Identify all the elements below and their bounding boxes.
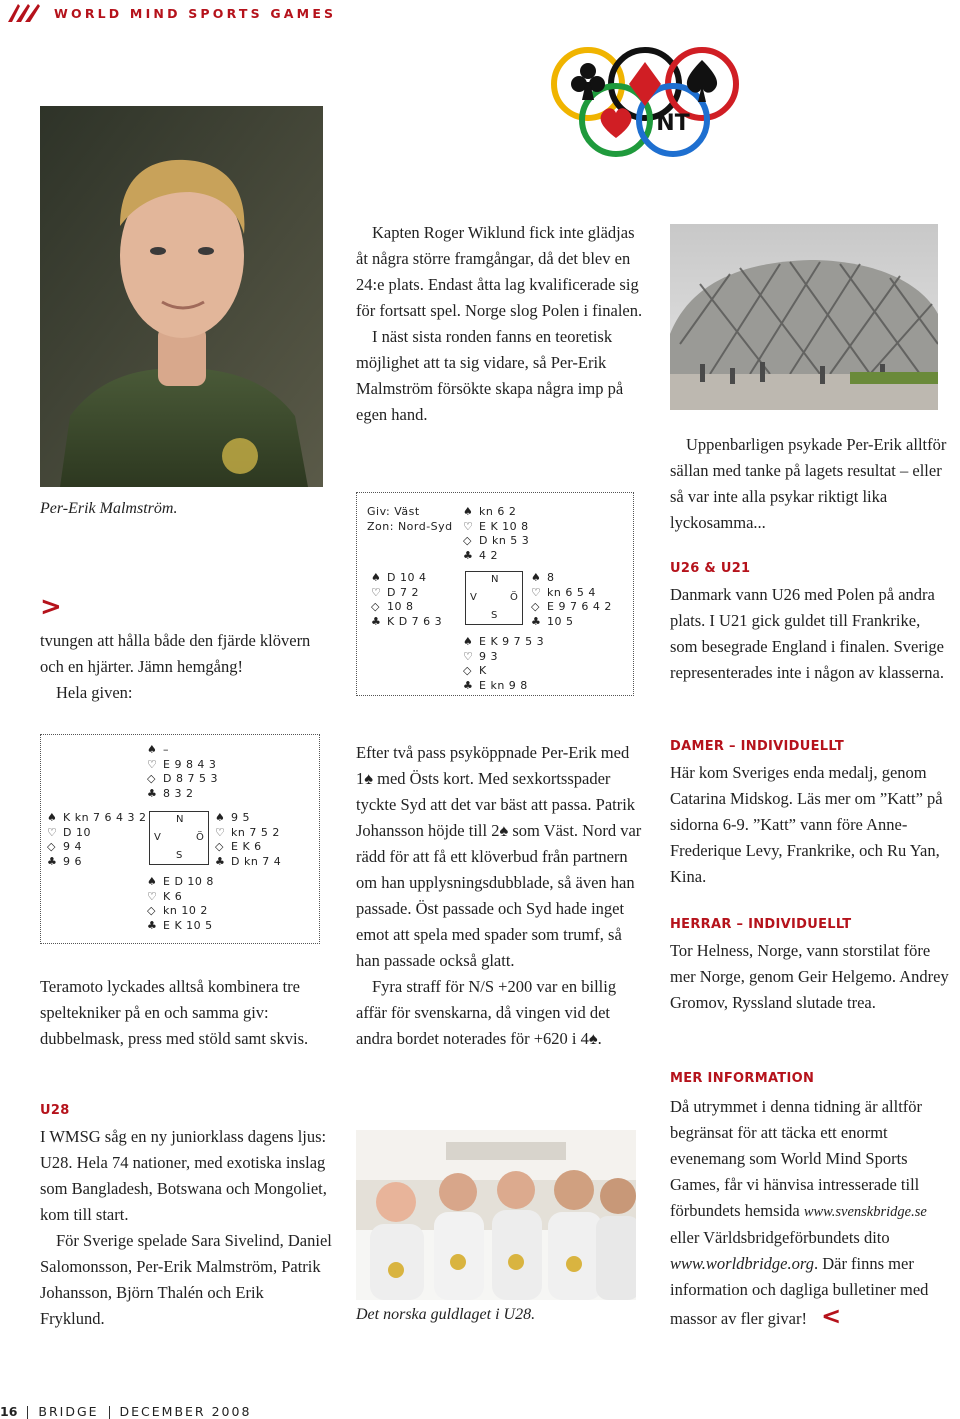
- deal1-north: ♠ – ♡ E 9 8 4 3 ◇ D 8 7 5 3 ♣ 8 3 2: [147, 743, 218, 800]
- left-p2: Hela given:: [56, 683, 133, 702]
- right-body-2: [670, 582, 950, 686]
- club-icon: ♣: [463, 548, 474, 562]
- heart-icon: ♡: [215, 825, 226, 839]
- deal2-vuln: Zon: Nord-Syd: [367, 519, 453, 533]
- diamond-icon: ◇: [531, 600, 540, 613]
- spade-icon: ♠: [364, 769, 374, 788]
- diamond-icon: ◇: [371, 600, 380, 613]
- heart-icon: ♡: [371, 585, 382, 599]
- u26-heading: U26 & U21: [670, 561, 751, 576]
- right-body-4: [670, 938, 950, 1016]
- right-p3: Här kom Sveriges enda medalj, genom Catarina Midskog. Läs mer om ”Katt” på sidorna 6-9. ”Katt” vann före Anne-Frederique Levy, Frankrike, och Ru Yan, Kina.: [670, 763, 943, 886]
- deal-diagram-1: [40, 734, 320, 944]
- left-intro: [40, 628, 330, 706]
- rings-logo: [548, 38, 744, 162]
- footer-divider: [27, 1406, 28, 1419]
- heart-icon: ♡: [47, 825, 58, 839]
- deal-diagram-2: [356, 492, 634, 696]
- club-icon: ♣: [215, 854, 226, 868]
- deal1-west: ♠ K kn 7 6 4 3 2 ♡ D 10 ◇ 9 4 ♣ 9 6: [47, 811, 147, 868]
- club-icon: ♣: [463, 678, 474, 692]
- middle-p4: Fyra straff för N/S +200 var en billig affär för svenskarna, då vingen vid det andra bordet noterades för +620 i 4♠.: [356, 977, 617, 1048]
- team-photo: [356, 1130, 636, 1300]
- spade-icon: [687, 60, 717, 102]
- spade-icon: ♠: [371, 571, 382, 584]
- middle-p3: Efter två pass psyköppnade Per-Erik med 1♠ med Östs kort. Med sexkortsspader tyckte Syd att det var bäst att passa. Patrik Johansson höjde till 2♠ som Väst. Nord var rädd för att få ett klöverbud från partnern om han upplysningsdubblade, så även han passade. Öst passade och Syd hade inget emot att spela med spader som trumf, så han passade också glatt.: [356, 743, 642, 970]
- u28-heading: U28: [40, 1103, 70, 1118]
- deal1-compass: N S V Ö: [149, 811, 209, 865]
- deal2-east: ♠ 8 ♡ kn 6 5 4 ◇ E 9 7 6 4 2 ♣ 10 5: [531, 571, 612, 628]
- nt-label: NT: [656, 111, 690, 136]
- right-body-5: [670, 1094, 960, 1332]
- deal1-south: ♠ E D 10 8 ♡ K 6 ◇ kn 10 2 ♣ E K 10 5: [147, 875, 214, 932]
- deal1-east: ♠ 9 5 ♡ kn 7 5 2 ◇ E K 6 ♣ D kn 7 4: [215, 811, 282, 868]
- heart-icon: ♡: [147, 757, 158, 771]
- herrar-heading: HERRAR – INDIVIDUELLT: [670, 917, 852, 932]
- u28-body: [40, 1124, 332, 1332]
- spade-icon: ♠: [147, 743, 158, 756]
- left-p1: tvungen att hålla både den fjärde klövern och en hjärter. Jämn hemgång!: [40, 631, 311, 676]
- portrait-photo: [40, 106, 323, 487]
- arrow-continue: >: [40, 592, 62, 622]
- spade-icon: ♠: [463, 635, 474, 648]
- deal2-west: ♠ D 10 4 ♡ D 7 2 ◇ 10 8 ♣ K D 7 6 3: [371, 571, 443, 628]
- magazine-name: BRIDGE: [38, 1404, 99, 1419]
- middle-p2: I näst sista ronden fanns en teoretisk möjlighet att ta sig vidare, så Per-Erik Malmström försökte skapa några imp på egen hand.: [356, 327, 624, 424]
- page-number: 16: [0, 1404, 18, 1419]
- spade-icon: ♠: [499, 821, 509, 840]
- right-body-1: [670, 432, 950, 536]
- club-icon: ♣: [531, 614, 542, 628]
- heart-icon: [601, 108, 632, 138]
- right-p1: Uppenbarligen psykade Per-Erik alltför sällan med tanke på lagets resultat – eller så var inte alla psykar riktigt lika lyckosamma...: [670, 435, 947, 532]
- diamond-icon: ◇: [47, 840, 56, 853]
- spade-icon: ♠: [215, 811, 226, 824]
- right-p4: Tor Helness, Norge, vann storstilat före mer Norge, genom Geir Helgemo. Andrey Gromov, Ryssland slutade trea.: [670, 941, 949, 1012]
- middle-body: [356, 740, 648, 1052]
- deal2-north: ♠ kn 6 2 ♡ E K 10 8 ◇ D kn 5 3 ♣ 4 2: [463, 505, 530, 562]
- heart-icon: ♡: [463, 649, 474, 663]
- header-logo: [6, 2, 50, 24]
- diamond-icon: ◇: [215, 840, 224, 853]
- diamond-icon: ◇: [147, 904, 156, 917]
- middle-p1: Kapten Roger Wiklund fick inte glädjas åt några större framgångar, då det blev en 24:e plats. Endast åtta lag kvalificerade sig för fortsatt spel. Norge slog Polen i finalen.: [356, 223, 643, 320]
- right-body-3: [670, 760, 960, 890]
- deal2-compass: N S V Ö: [465, 571, 523, 625]
- heart-icon: ♡: [463, 519, 474, 533]
- damer-heading: DAMER – INDIVIDUELLT: [670, 739, 844, 754]
- club-icon: ♣: [147, 786, 158, 800]
- spade-icon: ♠: [47, 811, 58, 824]
- deal2-dealer: Giv: Väst: [367, 505, 420, 518]
- club-icon: ♣: [147, 918, 158, 932]
- heart-icon: ♡: [147, 889, 158, 903]
- stadium-photo: [670, 224, 938, 410]
- heart-icon: ♡: [531, 585, 542, 599]
- footer: [0, 1404, 251, 1419]
- link-svenskbridge[interactable]: www.svenskbridge.se: [803, 1204, 927, 1220]
- club-icon: ♣: [47, 854, 58, 868]
- spade-icon: ♠: [463, 505, 474, 518]
- diamond-icon: ◇: [147, 772, 156, 785]
- issue-date: DECEMBER 2008: [119, 1404, 252, 1419]
- left-body: [40, 974, 332, 1052]
- diamond-icon: ◇: [463, 664, 472, 677]
- middle-top: [356, 220, 646, 428]
- club-icon: ♣: [371, 614, 382, 628]
- spade-icon: ♠: [531, 571, 542, 584]
- header-title: WORLD MIND SPORTS GAMES: [54, 6, 337, 21]
- deal2-header: [367, 505, 453, 534]
- left-p3: Teramoto lyckades alltså kombinera tre speltekniker på en och samma giv: dubbelmask, press med stöld samt skvis.: [40, 977, 309, 1048]
- right-p2: Danmark vann U26 med Polen på andra plats. I U21 gick guldet till Frankrike, som besegrade England i finalen. Sverige representerades inte i någon av klasserna.: [670, 585, 944, 682]
- link-worldbridge[interactable]: www.worldbridge.org: [670, 1254, 814, 1273]
- club-icon: [571, 63, 605, 100]
- info-heading: MER INFORMATION: [670, 1071, 815, 1086]
- deal2-south: ♠ E K 9 7 5 3 ♡ 9 3 ◇ K ♣ E kn 9 8: [463, 635, 545, 692]
- right-p5: Då utrymmet i denna tidning är alltför begränsat för att täcka ett enormt evenemang som World Mind Sports Games, får vi hänvisa intresserade till förbundets hemsida www.svenskbridge.se eller Världsbridgeförbundets dito www.worldbridge.org. Där finns mer information och dagliga bulletiner med massor av fler givar! <: [670, 1097, 929, 1330]
- end-arrow: <: [821, 1302, 842, 1330]
- u28-p1: I WMSG såg en ny juniorklass dagens ljus: U28. Hela 74 nationer, med exotiska inslag som Bangladesh, Botswana och Mongoliet, kom till start.: [40, 1127, 327, 1224]
- u28-p2: För Sverige spelade Sara Sivelind, Daniel Salomonsson, Per-Erik Malmström, Patrik Johansson, Björn Thalén och Erik Fryklund.: [40, 1231, 332, 1328]
- team-caption: Det norska guldlaget i U28.: [356, 1306, 536, 1323]
- footer-divider: [109, 1406, 110, 1419]
- diamond-icon: ◇: [463, 534, 472, 547]
- diamond-icon: [629, 62, 661, 106]
- spade-icon: ♠: [147, 875, 158, 888]
- spade-icon: ♠: [588, 1029, 598, 1048]
- portrait-caption: Per-Erik Malmström.: [40, 500, 178, 517]
